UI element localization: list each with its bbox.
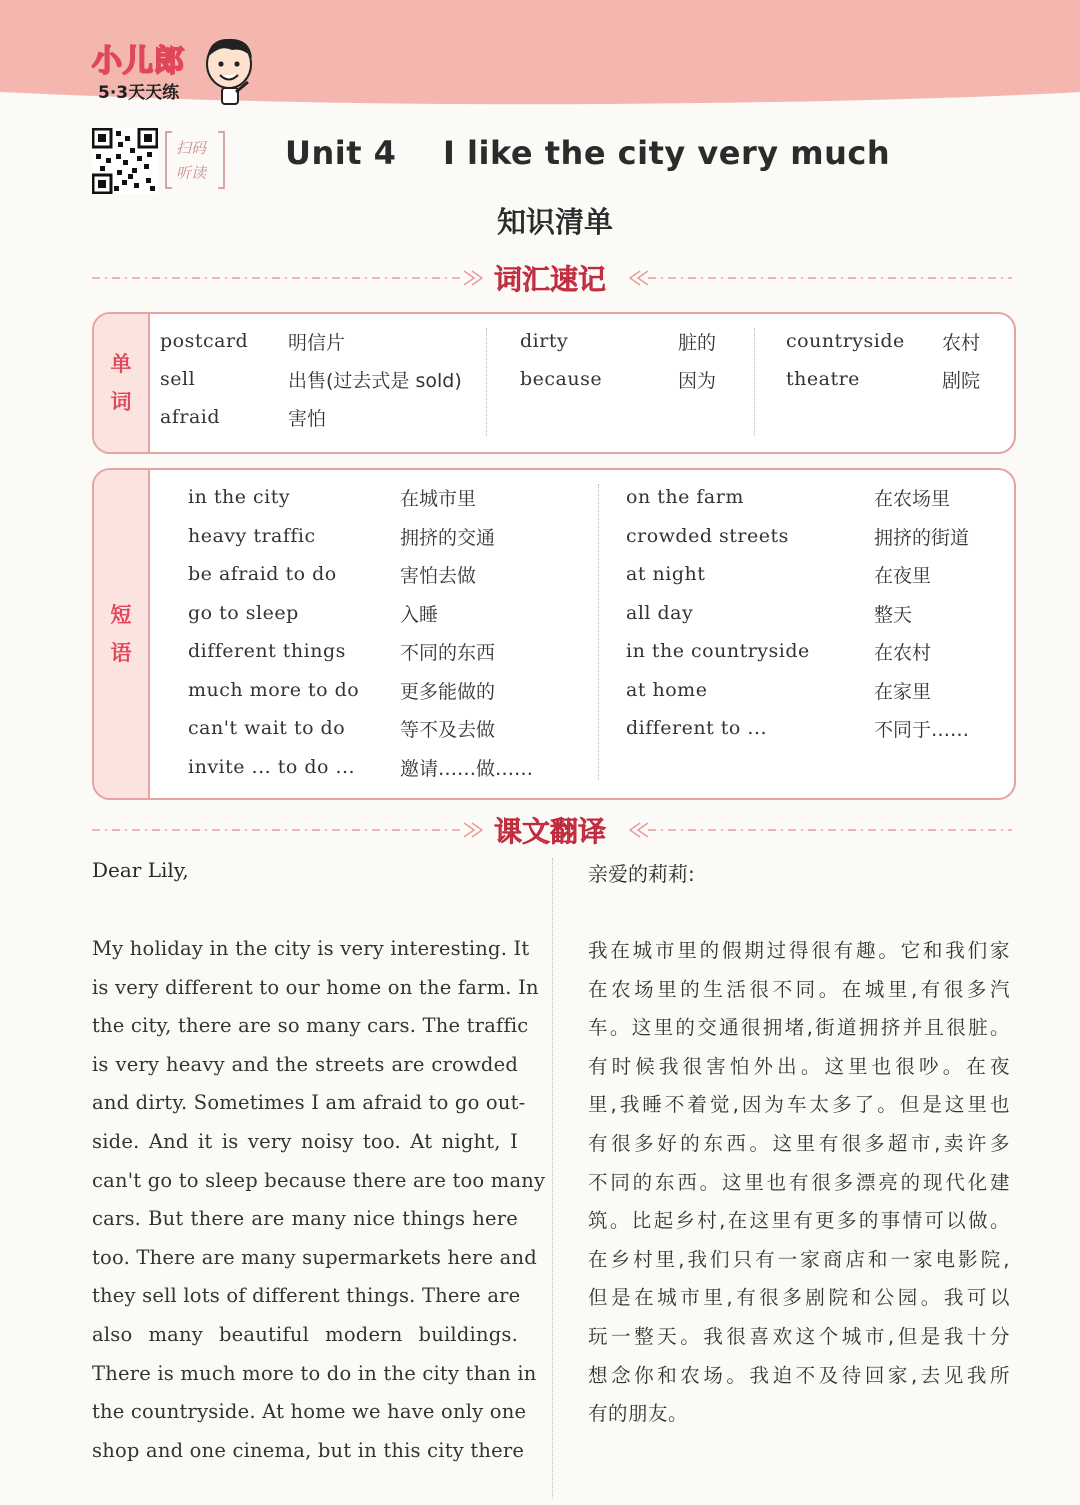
translation-section-title: 课文翻译 <box>494 815 607 848</box>
phrase-zh: 拥挤的街道 <box>874 526 970 549</box>
passage-line-zh: 里,我睡不着觉,因为车太多了。但是这里也 <box>588 1093 1010 1117</box>
passage-line-zh: 想念你和农场。我迫不及待回家,去见我所 <box>588 1363 1010 1387</box>
word-en: afraid <box>160 406 221 428</box>
phrase-zh: 在农场里 <box>874 488 951 510</box>
phrase-en: go to sleep <box>188 601 299 624</box>
english-passage <box>92 930 546 1470</box>
phrase-zh: 在家里 <box>874 680 932 703</box>
passage-line-zh: 筑。比起乡村,在这里有更多的事情可以做。 <box>588 1209 1010 1233</box>
phrase-zh: 拥挤的交通 <box>400 526 496 549</box>
qr-code-icon[interactable] <box>92 128 158 194</box>
scan-label-line-2: 听读 <box>176 164 207 182</box>
word-en: postcard <box>160 330 249 352</box>
phrase-zh: 等不及去做 <box>400 719 496 741</box>
passage-line-zh: 在乡村里,我们只有一家商店和一家电影院, <box>588 1247 1010 1271</box>
passage-line-en: There is much more to do in the city than in <box>92 1361 537 1385</box>
passage-line-en: and dirty. Sometimes I am afraid to go out- <box>92 1091 526 1115</box>
passage-line-zh: 我在城市里的假期过得很有趣。它和我们家 <box>588 939 1010 962</box>
passage-line-en: the city, there are so many cars. The traffic <box>92 1014 529 1038</box>
passage-line-zh: 在农场里的生活很不同。在城里,有很多汽 <box>588 977 1010 1001</box>
phrase-zh: 整天 <box>874 603 913 626</box>
section-heading: 知识清单 <box>496 205 613 239</box>
phrase-zh: 不同于…… <box>874 719 970 741</box>
word-zh: 出售(过去式是 sold) <box>288 370 462 392</box>
word-zh: 脏的 <box>678 332 717 354</box>
passage-line-en: shop and one cinema, but in this city there <box>92 1438 525 1462</box>
passage-line-en: is very different to our home on the farm. In <box>92 975 539 999</box>
word-zh: 农村 <box>942 332 981 354</box>
translation-section-divider <box>92 812 1012 848</box>
phrase-en: invite ... to do ... <box>188 755 356 778</box>
phrase-en: heavy traffic <box>188 524 316 547</box>
passage-line-en: the countryside. At home we have only one <box>92 1400 527 1424</box>
word-en: theatre <box>786 368 860 390</box>
column-divider <box>552 858 553 1498</box>
phrase-en: much more to do <box>188 678 360 701</box>
passage-line-zh: 有时候我很害怕外出。这里也很吵。在夜 <box>588 1054 1010 1078</box>
passage-line-en: side. And it is very noisy too. At night, I <box>92 1129 518 1153</box>
phrase-en: crowded streets <box>626 524 789 547</box>
phrase-zh: 邀请……做…… <box>400 757 534 780</box>
words-panel <box>92 312 1016 454</box>
mascot-icon <box>198 34 260 106</box>
passage-line-en: cars. But there are many nice things here <box>92 1207 518 1231</box>
brand-logo <box>92 36 185 80</box>
word-zh: 剧院 <box>942 370 981 392</box>
phrase-zh: 在农村 <box>874 642 932 664</box>
phrase-en: at home <box>626 678 708 701</box>
phrase-zh: 更多能做的 <box>400 680 496 703</box>
passage-line-en: is very heavy and the streets are crowded <box>92 1052 518 1076</box>
words-side-label: 单 词 <box>94 314 150 452</box>
phrases-panel <box>92 468 1016 800</box>
passage-line-zh: 玩一整天。我很喜欢这个城市,但是我十分 <box>588 1324 1010 1348</box>
phrase-zh: 入睡 <box>400 603 439 626</box>
greeting-zh: 亲爱的莉莉: <box>588 862 695 886</box>
phrase-zh: 不同的东西 <box>400 642 496 664</box>
word-en: because <box>520 368 603 390</box>
phrase-en: all day <box>626 601 694 624</box>
passage-line-zh: 不同的东西。这里也有很多漂亮的现代化建 <box>588 1170 1010 1194</box>
brand-name: 小儿郎 <box>92 44 185 79</box>
phrase-en: in the city <box>188 486 291 508</box>
word-zh: 明信片 <box>288 332 346 354</box>
passage-line-zh: 有的朋友。 <box>588 1402 689 1426</box>
chinese-translation <box>588 932 1010 1434</box>
passage-line-en: they sell lots of different things. There are <box>92 1284 521 1308</box>
passage-line-en: My holiday in the city is very interesting. It <box>92 937 530 960</box>
greeting-en: Dear Lily, <box>92 858 189 882</box>
phrase-zh: 在夜里 <box>874 565 932 587</box>
phrases-side-label: 短 语 <box>94 470 150 798</box>
phrase-zh: 害怕去做 <box>400 565 477 587</box>
passage-line-zh: 但是在城市里,有很多剧院和公园。我可以 <box>588 1286 1010 1310</box>
vocab-section-title: 词汇速记 <box>494 263 607 296</box>
passage-line-en: also many beautiful modern buildings. <box>92 1322 518 1346</box>
passage-line-zh: 有很多好的东西。这里有很多超市,卖许多 <box>588 1131 1010 1155</box>
scan-label-line-1: 扫码 <box>176 139 207 157</box>
phrase-en: different things <box>188 640 346 662</box>
word-en: dirty <box>520 330 569 352</box>
phrase-en: can't wait to do <box>188 717 346 739</box>
word-zh: 害怕 <box>288 408 327 430</box>
page-title: Unit 4 I like the city very much <box>285 134 891 172</box>
phrase-en: on the farm <box>626 486 744 508</box>
phrase-en: different to ... <box>626 717 768 739</box>
phrase-en: in the countryside <box>626 640 810 662</box>
vocab-section-divider <box>92 258 1012 296</box>
passage-line-en: too. There are many supermarkets here and <box>92 1245 537 1269</box>
phrase-en: at night <box>626 563 706 585</box>
word-zh: 因为 <box>678 370 717 392</box>
word-en: countryside <box>786 330 905 352</box>
phrase-en: be afraid to do <box>188 563 337 585</box>
passage-line-zh: 车。这里的交通很拥堵,街道拥挤并且很脏。 <box>588 1016 1010 1040</box>
brand-subtitle: 5·3天天练 <box>98 83 180 103</box>
phrase-zh: 在城市里 <box>400 488 477 510</box>
passage-line-en: can't go to sleep because there are too many <box>92 1168 546 1192</box>
scan-to-listen-label <box>176 136 220 186</box>
word-en: sell <box>160 368 196 390</box>
